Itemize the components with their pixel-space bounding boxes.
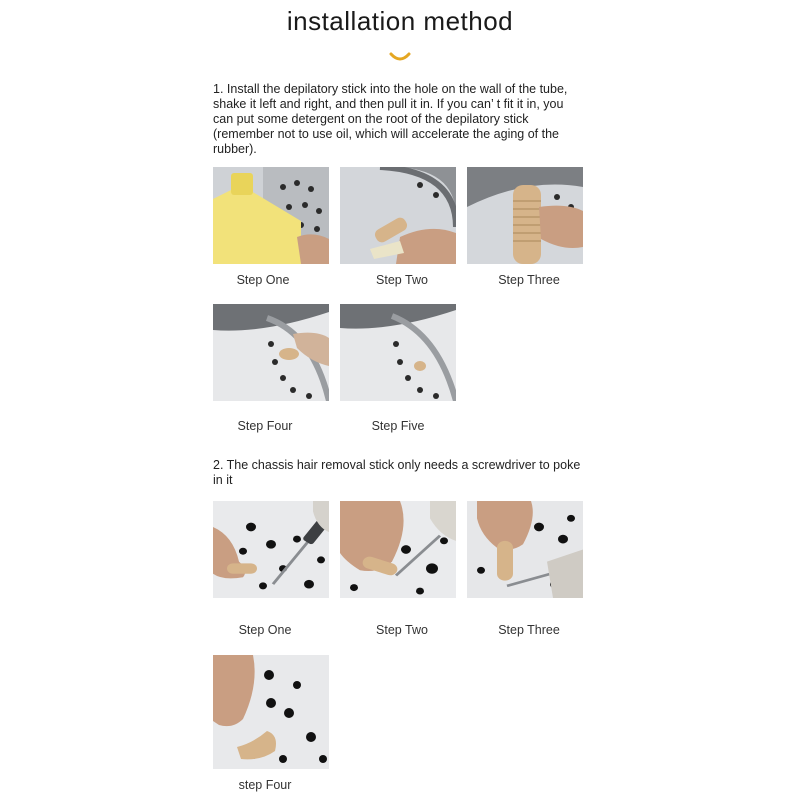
section2-instructions: 2. The chassis hair removal stick only needs a screwdriver to poke in it xyxy=(213,458,581,487)
section2-step2-caption: Step Two xyxy=(376,623,428,637)
section2-step4-caption: step Four xyxy=(238,778,292,792)
section1-step1-photo xyxy=(213,167,329,264)
section1-step4-caption: Step Four xyxy=(237,419,293,433)
section1-instructions: 1. Install the depilatory stick into the hole on the wall of the tube, shake it left and right, and then pull it in. If you can’ t fit it in, you can put some detergent on the root of the depilatory stick (remember not to use oil, which will accelerate the aging of the rubber). xyxy=(213,82,568,156)
section1-step5-caption: Step Five xyxy=(371,419,425,433)
section1-step4-photo xyxy=(213,304,329,401)
section2-step4-photo xyxy=(213,655,329,769)
section2-step1-caption: Step One xyxy=(238,623,292,637)
section2-step2-photo xyxy=(340,501,456,598)
page-title: installation method xyxy=(286,6,514,36)
section1-step2-caption: Step Two xyxy=(376,273,428,287)
section1-step5-photo xyxy=(340,304,456,401)
section2-step1-photo xyxy=(213,501,329,598)
section1-step3-caption: Step Three xyxy=(498,273,560,287)
section1-step3-photo xyxy=(467,167,583,264)
section1-step1-caption: Step One xyxy=(236,273,290,287)
smile-divider-icon xyxy=(388,50,412,64)
section2-step3-caption: Step Three xyxy=(498,623,560,637)
section2-step3-photo xyxy=(467,501,583,598)
section1-step2-photo xyxy=(340,167,456,264)
